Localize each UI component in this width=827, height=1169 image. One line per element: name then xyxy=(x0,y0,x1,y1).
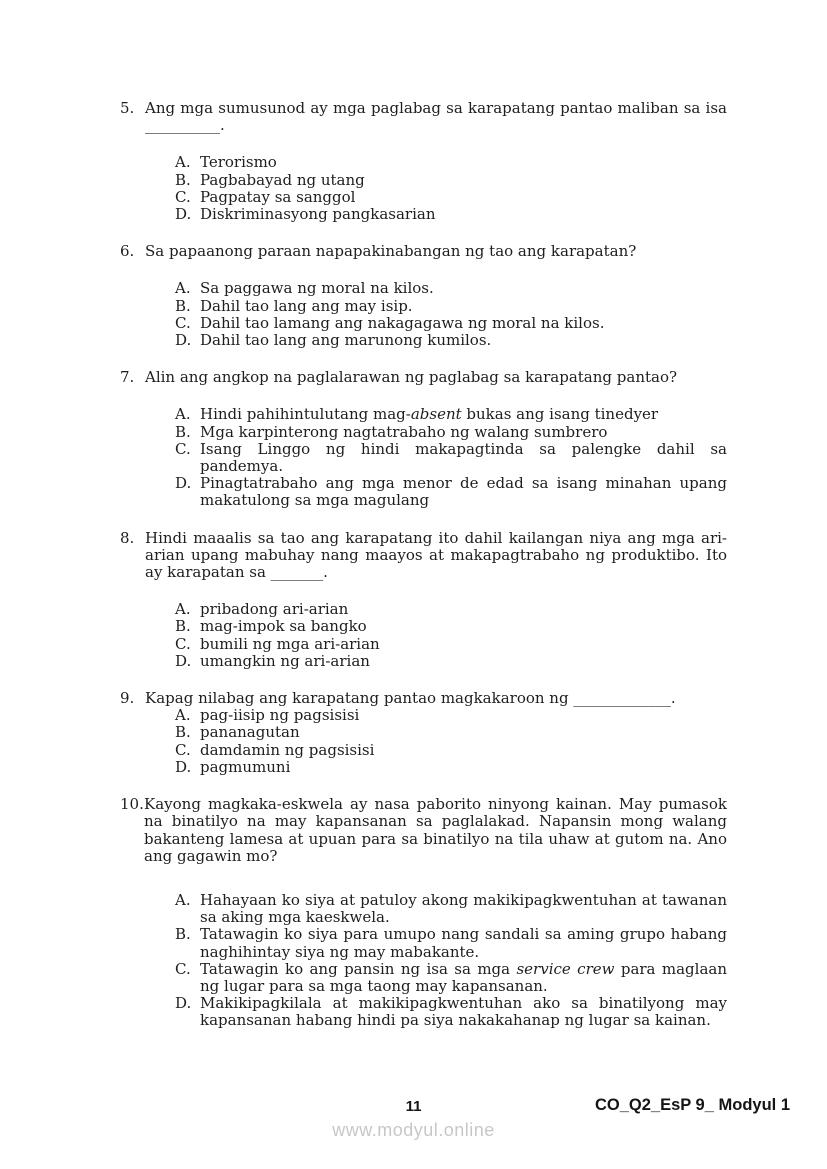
option-text: Hahayaan ko siya at patuloy akong makikipagkwentuhan at tawanan sa aking mga kaeskwela. xyxy=(200,890,727,927)
question-9 xyxy=(120,690,727,776)
option-c xyxy=(175,742,727,759)
option-text: mag-impok sa bangko xyxy=(200,617,367,636)
question-text: Alin ang angkop na paglalarawan ng paglabag sa karapatang pantao? xyxy=(145,368,678,387)
option-d xyxy=(175,475,727,509)
document-code: CO_Q2_EsP 9_ Modyul 1 xyxy=(594,1096,790,1114)
option-text: Dahil tao lang ang marunong kumilos. xyxy=(200,331,492,350)
option-letter: B. xyxy=(175,422,191,441)
option-text: damdamin ng pagsisisi xyxy=(200,740,375,759)
option-letter: A. xyxy=(175,279,191,298)
option-a xyxy=(175,280,727,297)
option-text: Makikipagkilala at makikipagkwentuhan ako sa binatilyong may kapansanan habang hindi pa siya nakakahanap ng lugar sa kainan. xyxy=(200,994,727,1030)
option-letter: D. xyxy=(175,757,192,776)
option-d xyxy=(175,653,727,670)
option-text-pre: Tatawagin ko ang pansin ng isa sa mga xyxy=(200,959,517,978)
watermark-text: www.modyul.online xyxy=(332,1120,495,1140)
option-text: Dahil tao lang ang may isip. xyxy=(200,296,413,315)
question-text: Kapag nilabag ang karapatang pantao magkakaroon ng _____________. xyxy=(145,689,676,708)
option-d xyxy=(175,206,727,223)
option-text: pananagutan xyxy=(200,723,300,742)
option-d xyxy=(175,759,727,776)
option-letter: B. xyxy=(175,723,191,742)
option-letter: D. xyxy=(175,474,192,493)
question-6 xyxy=(120,243,727,349)
question-text xyxy=(145,100,727,134)
option-c xyxy=(175,315,727,332)
question-number: 6. xyxy=(120,242,135,261)
option-letter: C. xyxy=(175,634,191,653)
question-number: 7. xyxy=(120,368,135,387)
option-letter: C. xyxy=(175,187,191,206)
option-a xyxy=(175,892,727,926)
option-letter: D. xyxy=(175,994,192,1013)
question-text: Sa papaanong paraan napapakinabangan ng tao ang karapatan? xyxy=(145,242,637,261)
question-head xyxy=(120,690,727,707)
option-text-italic: absent xyxy=(410,405,462,424)
option-text: Dahil tao lamang ang nakagagawa ng moral na kilos. xyxy=(200,313,605,332)
option-letter: A. xyxy=(175,153,191,172)
page-number: 11 xyxy=(405,1098,422,1115)
question-7 xyxy=(120,369,727,509)
option-text: Pagbabayad ng utang xyxy=(200,170,365,189)
question-number: 8. xyxy=(120,528,135,547)
quiz-content xyxy=(120,100,727,1050)
option-letter: A. xyxy=(175,890,191,909)
question-8 xyxy=(120,530,727,670)
options-list xyxy=(120,601,727,670)
option-text: Tatawagin ko siya para umupo nang sandali sa aming grupo habang naghihintay siya ng may mabakante. xyxy=(200,925,727,961)
option-letter: C. xyxy=(175,740,191,759)
option-b xyxy=(175,424,727,441)
option-letter: B. xyxy=(175,170,191,189)
question-text: Hindi maaalis sa tao ang karapatang ito dahil kailangan niya ang mga ari-arian upang mabuhay nang maayos at makapagtrabaho ng produktibo. Ito ay karapatan sa _______. xyxy=(145,528,727,582)
question-10 xyxy=(120,796,727,1029)
option-text-post: bukas ang isang tinedyer xyxy=(461,405,659,424)
option-letter: D. xyxy=(175,331,192,350)
option-b xyxy=(175,618,727,635)
option-letter: A. xyxy=(175,600,191,619)
option-text-italic: service crew xyxy=(516,959,615,978)
option-a xyxy=(175,154,727,171)
option-text: umangkin ng ari-arian xyxy=(200,651,370,670)
question-text: Kayong magkaka-eskwela ay nasa paborito ninyong kainan. May pumasok na binatilyo na may kapansanan sa paglalakad. Napansin mong walang bakanteng lamesa at upuan para sa binatilyo na tila uhaw at gutom na. Ano ang gagawin mo? xyxy=(144,795,727,865)
options-list xyxy=(120,406,727,509)
option-a xyxy=(175,406,727,423)
option-text: Pagpatay sa sanggol xyxy=(200,187,356,206)
option-letter: C. xyxy=(175,959,191,978)
option-a xyxy=(175,601,727,618)
option-text-post: para maglaan ng lugar para sa mga taong may kapansanan. xyxy=(200,959,727,995)
question-head xyxy=(120,530,727,582)
question-head xyxy=(120,369,727,386)
option-text: pagmumuni xyxy=(200,757,291,776)
question-5 xyxy=(120,100,727,223)
option-c xyxy=(175,961,727,995)
option-d xyxy=(175,995,727,1029)
option-text-pre: Hindi pahihintulutang mag- xyxy=(200,405,411,424)
option-c xyxy=(175,189,727,206)
answer-blank: __________. xyxy=(145,116,225,135)
option-b xyxy=(175,926,727,960)
question-head xyxy=(120,100,727,134)
option-letter: D. xyxy=(175,651,192,670)
option-d xyxy=(175,332,727,349)
option-letter: B. xyxy=(175,925,191,944)
option-letter: C. xyxy=(175,439,191,458)
option-text: Diskriminasyong pangkasarian xyxy=(200,205,436,224)
option-text: Mga karpinterong nagtatrabaho ng walang sumbrero xyxy=(200,422,608,441)
option-b xyxy=(175,298,727,315)
option-text: Isang Linggo ng hindi makapagtinda sa palengke dahil sa pandemya. xyxy=(200,439,727,476)
option-letter: B. xyxy=(175,296,191,315)
question-number: 10. xyxy=(120,795,144,814)
options-list xyxy=(120,280,727,349)
options-list xyxy=(120,892,727,1030)
option-letter: A. xyxy=(175,706,191,725)
question-number: 5. xyxy=(120,99,135,117)
option-c xyxy=(175,441,727,475)
option-b xyxy=(175,724,727,741)
option-text: pribadong ari-arian xyxy=(200,600,349,619)
options-list xyxy=(120,707,727,776)
option-text: Sa paggawa ng moral na kilos. xyxy=(200,279,434,298)
option-c xyxy=(175,636,727,653)
option-a xyxy=(175,707,727,724)
options-list xyxy=(120,154,727,223)
question-head xyxy=(120,796,727,865)
question-text-line: Ang mga sumusunod ay mga paglabag sa karapatang pantao maliban sa isa xyxy=(145,99,727,117)
option-text: Pinagtatrabaho ang mga menor de edad sa isang minahan upang makatulong sa mga magulang xyxy=(200,474,727,510)
option-letter: C. xyxy=(175,313,191,332)
question-head xyxy=(120,243,727,260)
option-letter: A. xyxy=(175,405,191,424)
option-text: Terorismo xyxy=(200,153,277,172)
option-text: bumili ng mga ari-arian xyxy=(200,634,380,653)
question-number: 9. xyxy=(120,689,135,708)
option-letter: B. xyxy=(175,617,191,636)
option-b xyxy=(175,172,727,189)
option-text: pag-iisip ng pagsisisi xyxy=(200,706,360,725)
option-letter: D. xyxy=(175,205,192,224)
